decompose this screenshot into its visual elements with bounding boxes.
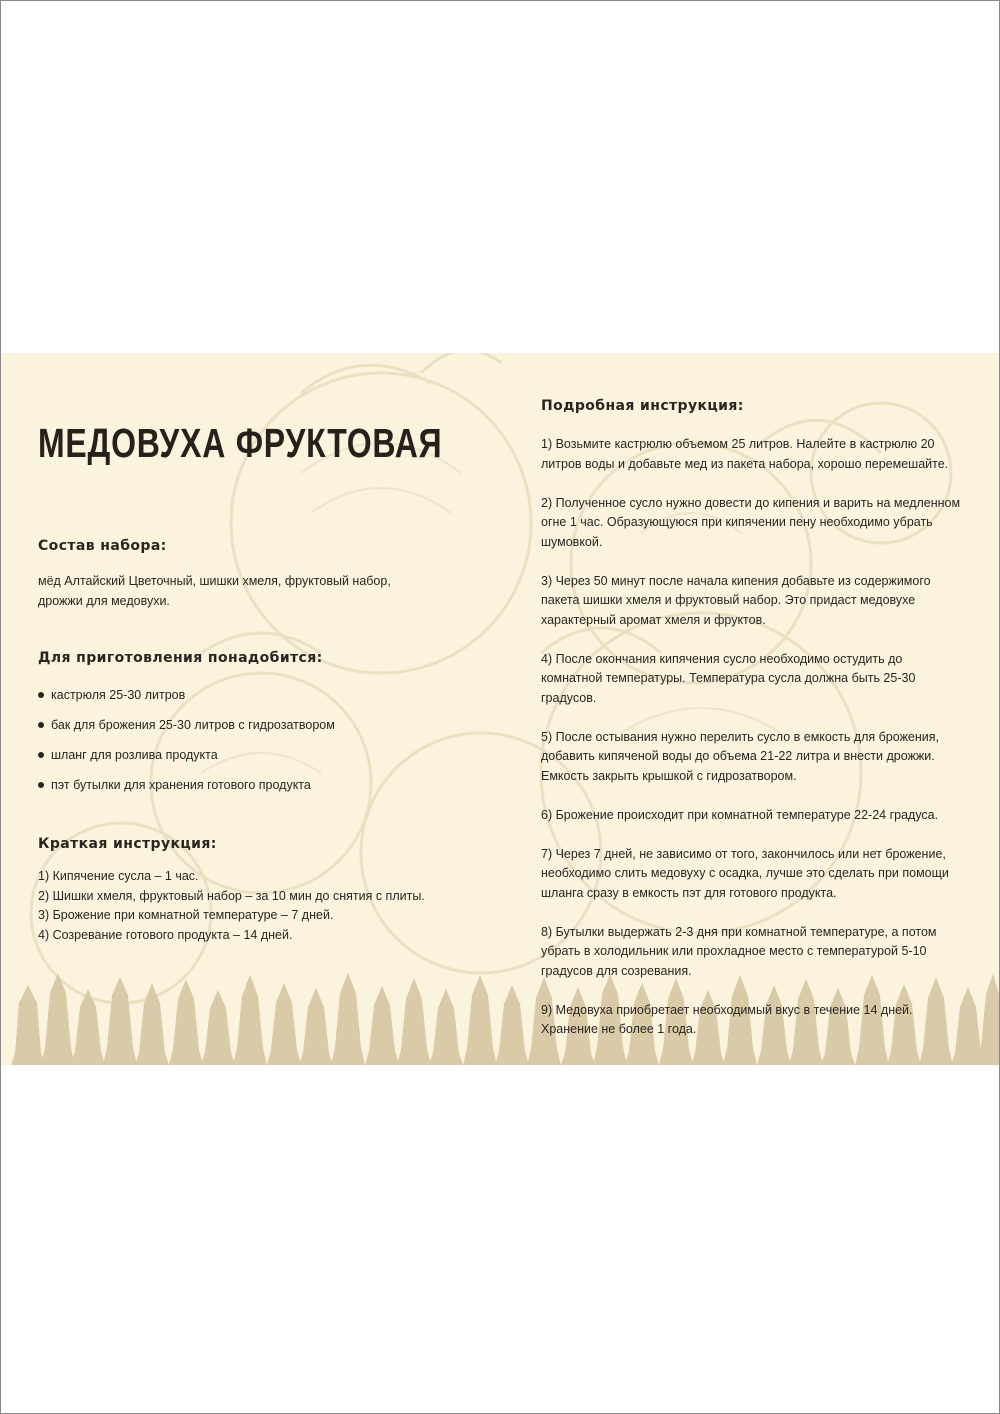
list-item: 2) Шишки хмеля, фруктовый набор – за 10 мин до снятия с плиты. [38,888,425,903]
instruction-step: 6) Брожение происходит при комнатной температуре 22-24 градуса. [541,807,939,822]
composition-line: мёд Алтайский Цветочный, шишки хмеля, фруктовый набор, [38,574,391,588]
instruction-step: 2) Полученное сусло нужно довести до кипения и варить на медленном огне 1 час. Образующуюся при кипячении пену необходимо убрать шумовкой. [541,495,961,549]
equipment-heading: Для приготовления понадобится: [38,650,323,666]
list-item [38,716,335,746]
composition-text [38,572,438,611]
short-instruction-heading: Краткая инструкция: [38,836,217,852]
list-item: 3) Брожение при комнатной температуре – 7 дней. [38,908,334,922]
instruction-step: 9) Медовуха приобретает необходимый вкус в течение 14 дней. Хранение не более 1 года. [541,1002,913,1036]
list-item [38,746,335,776]
equipment-list [38,686,335,806]
list-item: 1) Кипячение сусла – 1 час. [38,869,199,883]
instruction-step: 3) Через 50 минут после начала кипения добавьте из содержимого пакета шишки хмеля и фруктовый набор. Это придаст медовухе характерный аромат хмеля и фруктов. [541,573,931,627]
composition-line: дрожжи для медовухи. [38,593,170,608]
instruction-step: 4) После окончания кипячения сусло необходимо остудить до комнатной температуры. Температура сусла должна быть 25-30 градусов. [541,651,916,705]
list-item [38,686,335,716]
short-instruction-list [38,867,425,945]
instruction-step: 5) После остывания нужно перелить сусло в емкость для брожения, добавить кипяченой воды до объема 21-22 литра и внести дрожжи. Емкость закрыть крышкой с гидрозатвором. [541,729,940,783]
bullet-icon [38,752,44,758]
instruction-step: 7) Через 7 дней, не зависимо от того, закончилось или нет брожение, необходимо слить медовуху с осадка, лучше это сделать при помощи шланга сразу в емкость пэт для готового продукта. [541,846,949,900]
bullet-icon [38,692,44,698]
list-item-text: шланг для розлива продукта [51,748,218,762]
instruction-step: 8) Бутылки выдержать 2-3 дня при комнатной температуре, а потом убрать в холодильник или прохладное место с температурой 5-10 градусов для созревания. [541,924,937,978]
composition-heading: Состав набора: [38,538,167,554]
detailed-instruction-list [541,435,966,1059]
instruction-step: 1) Возьмите кастрюлю объемом 25 литров. Налейте в кастрюлю 20 литров воды и добавьте мед из пакета набора, хорошо перемешайте. [541,437,949,471]
detailed-instruction-heading: Подробная инструкция: [541,398,744,414]
bullet-icon [38,722,44,728]
list-item: 4) Созревание готового продукта – 14 дней. [38,927,293,942]
list-item-text: пэт бутылки для хранения готового продукта [51,778,311,792]
list-item-text: кастрюля 25-30 литров [51,688,186,702]
page-title: МЕДОВУХА ФРУКТОВАЯ [38,420,443,466]
list-item [38,776,335,806]
bullet-icon [38,782,44,788]
list-item-text: бак для брожения 25-30 литров с гидрозатвором [51,718,335,732]
